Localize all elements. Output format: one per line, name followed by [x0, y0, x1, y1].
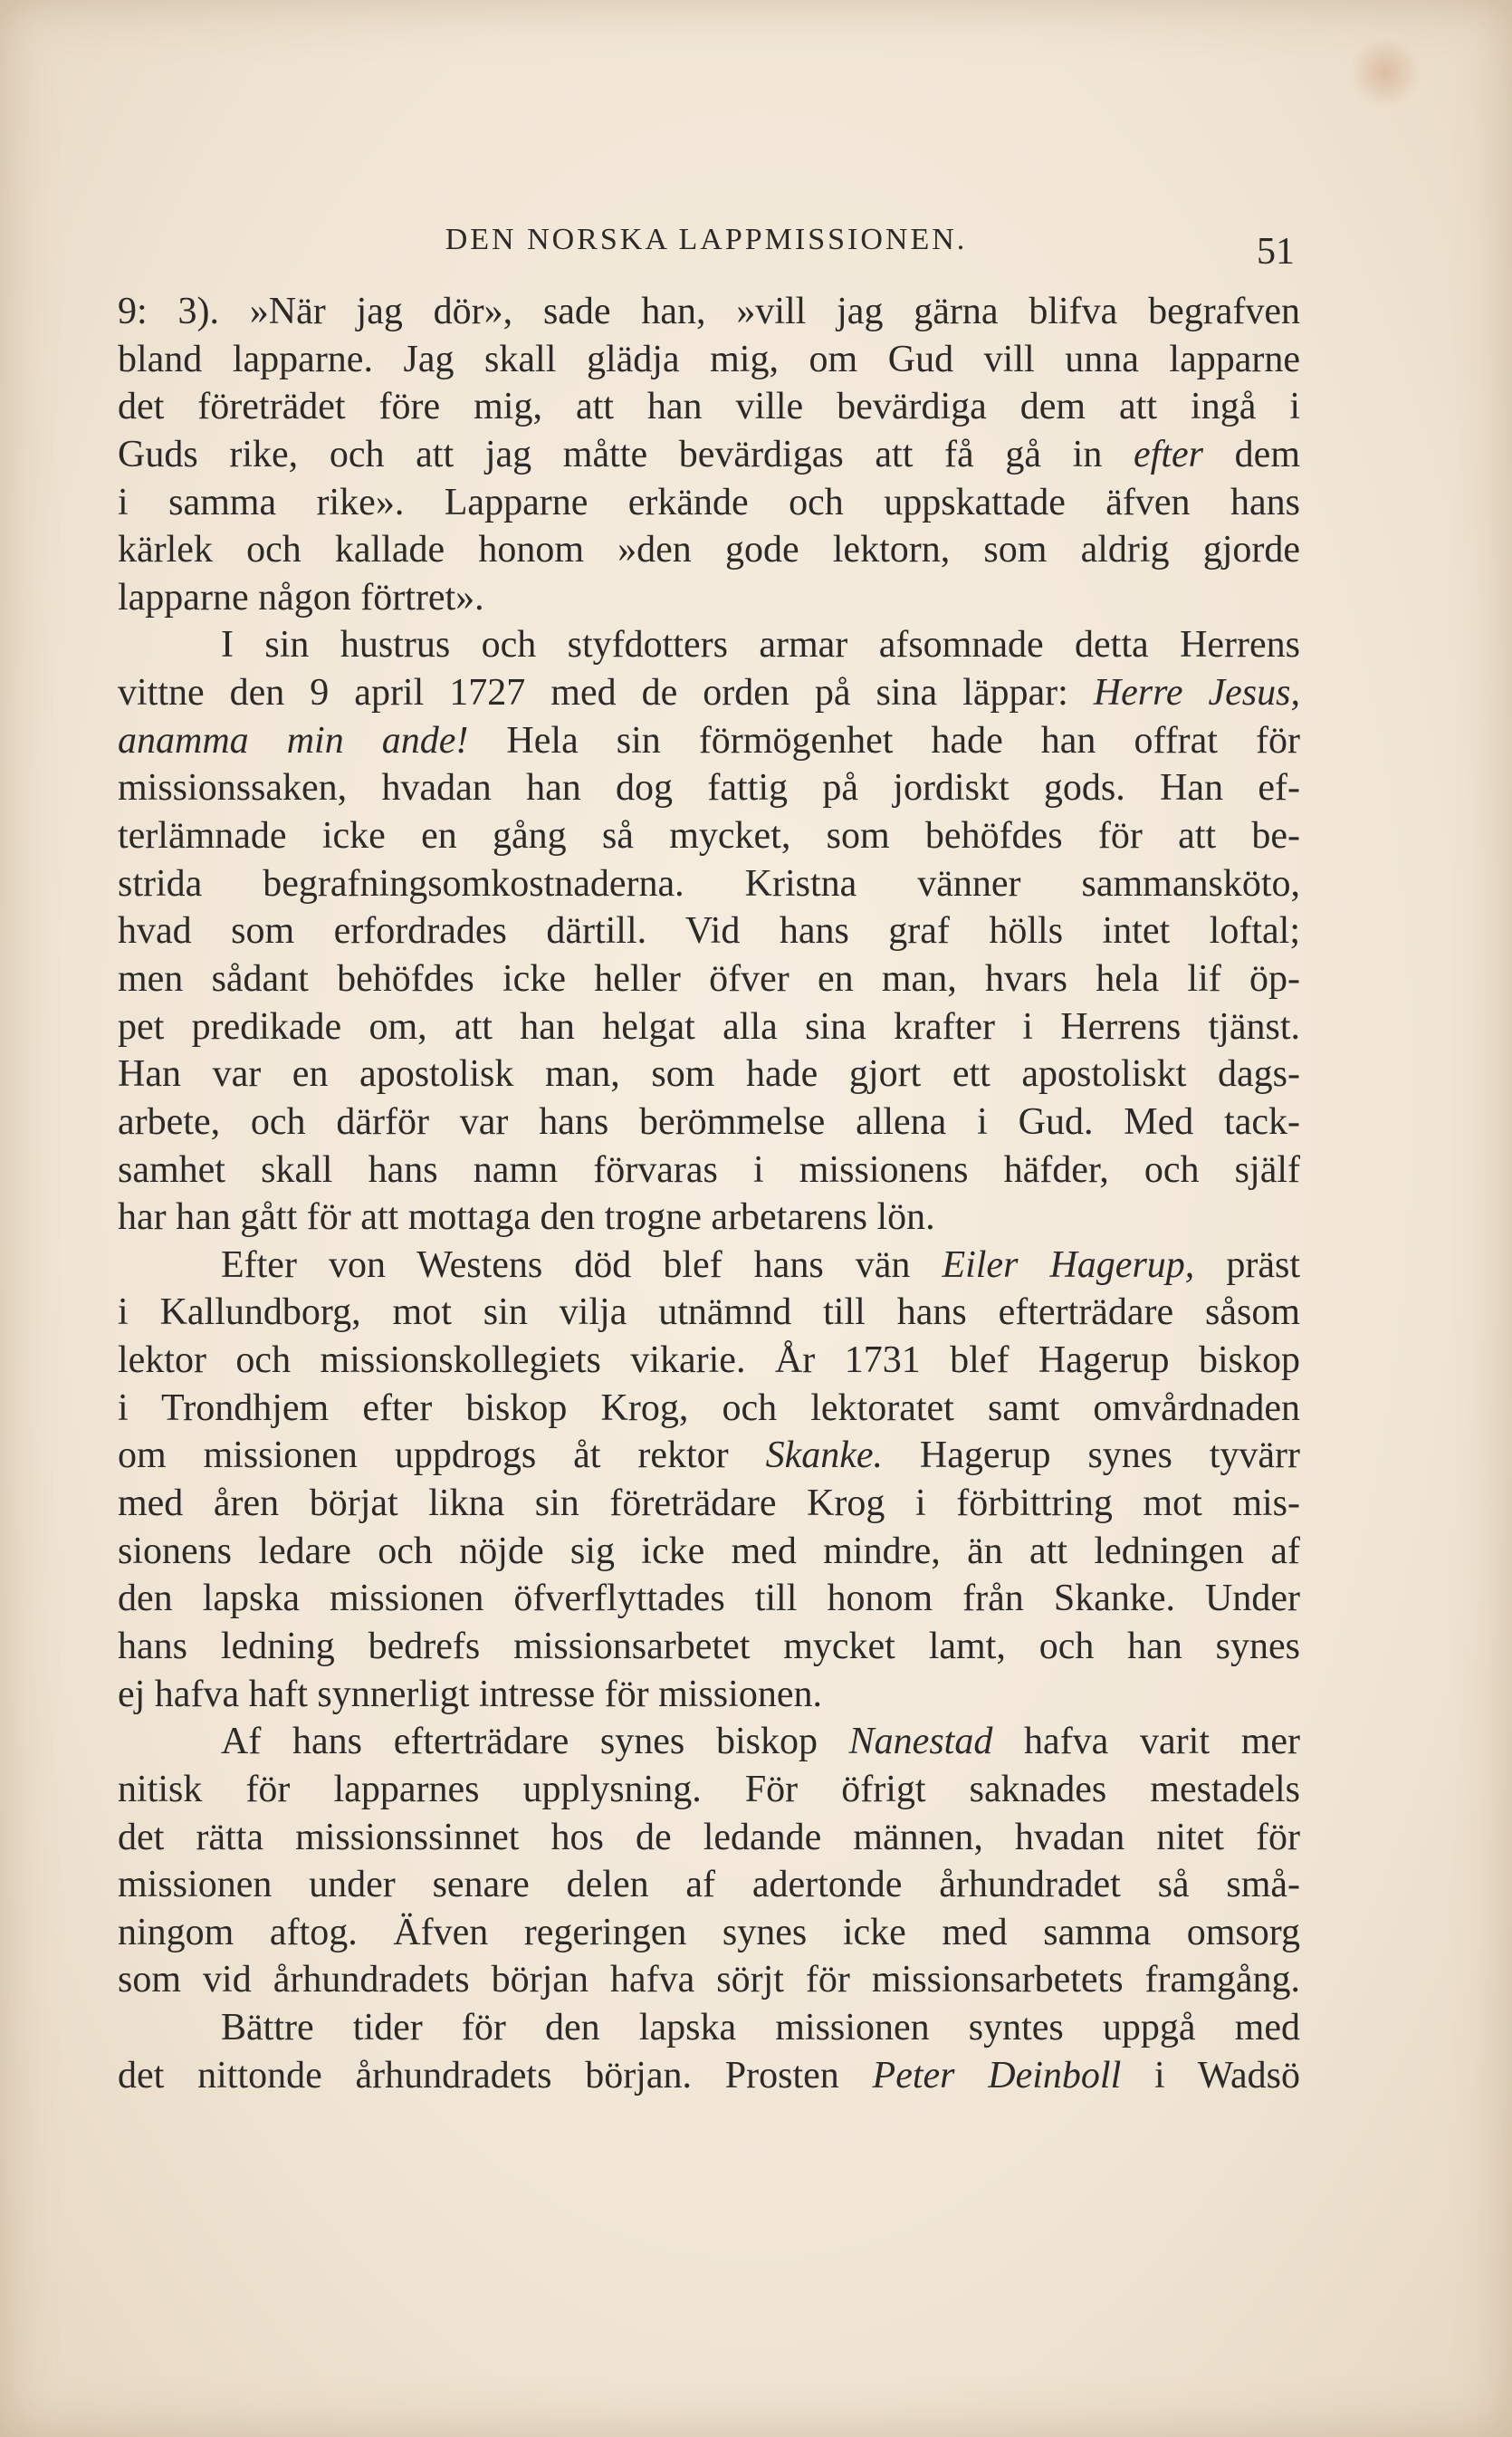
- text-line: [118, 574, 1300, 622]
- text-line: [118, 383, 1300, 431]
- text-line: [118, 1147, 1300, 1195]
- text-line: [118, 1814, 1300, 1862]
- text-segment: Efter von Westens död blef hans vän: [221, 1243, 943, 1286]
- text-segment: Hela sin förmögenhet hade han offrat för: [468, 719, 1300, 762]
- text-line: [118, 1671, 1300, 1719]
- text-line: [118, 526, 1300, 574]
- text-line: [118, 1575, 1300, 1623]
- running-title: DEN NORSKA LAPPMISSIONEN.: [445, 223, 968, 256]
- text-line: [118, 1242, 1300, 1290]
- text-line: [118, 2052, 1300, 2100]
- text-segment: i Kallundborg, mot sin vilja utnämnd till hans efterträdare såsom: [118, 1291, 1300, 1334]
- text-line: [118, 1623, 1300, 1671]
- text-line: [118, 1051, 1300, 1099]
- text-line: [118, 1718, 1300, 1766]
- text-segment: Bättre tider för den lapska missionen syntes uppgå med: [221, 2007, 1300, 2049]
- text-line: [118, 288, 1300, 336]
- text-line: [118, 1528, 1300, 1576]
- text-segment: den lapska missionen öfverflyttades till honom från Skanke. Under: [118, 1578, 1300, 1620]
- text-segment: samhet skall hans namn förvaras i missionens häfder, och själf: [118, 1148, 1300, 1191]
- text-line: [118, 1432, 1300, 1480]
- text-segment: ningom aftog. Äfven regeringen synes icke med samma omsorg: [118, 1911, 1300, 1953]
- text-line: [118, 1289, 1300, 1337]
- text-segment: präst: [1194, 1243, 1300, 1286]
- text-line: [118, 717, 1300, 765]
- text-line: [118, 812, 1300, 860]
- text-segment: vittne den 9 april 1727 med de orden på sina läppar:: [118, 672, 1094, 715]
- italic-text: anamma min ande!: [118, 719, 469, 762]
- text-line: [118, 1766, 1300, 1814]
- text-line: [118, 1385, 1300, 1433]
- text-line: [118, 621, 1300, 669]
- text-segment: Af hans efterträdare synes biskop: [221, 1721, 849, 1763]
- text-segment: nitisk för lapparnes upplysning. För öfrigt saknades mestadels: [118, 1768, 1300, 1810]
- text-segment: pet predikade om, att han helgat alla sina krafter i Herrens tjänst.: [118, 1005, 1300, 1048]
- text-line: [118, 431, 1300, 479]
- text-line: [118, 479, 1300, 527]
- text-segment: I sin hustrus och styfdotters armar afsomnade detta Herrens: [221, 624, 1300, 667]
- text-segment: hans ledning bedrefs missionsarbetet mycket lamt, och han synes: [118, 1625, 1300, 1667]
- text-segment: dem: [1203, 433, 1300, 475]
- text-segment: lektor och missionskollegiets vikarie. År 1731 blef Hagerup biskop: [118, 1339, 1300, 1382]
- text-segment: kärlek och kallade honom »den gode lektorn, som aldrig gjorde: [118, 529, 1300, 571]
- text-segment: i Trondhjem efter biskop Krog, och lektoratet samt omvårdnaden: [118, 1386, 1300, 1429]
- italic-text: Eiler Hagerup,: [942, 1243, 1195, 1286]
- text-line: [118, 336, 1300, 384]
- text-segment: Han var en apostolisk man, som hade gjort ett apostoliskt dags-: [118, 1053, 1300, 1096]
- text-segment: med åren börjat likna sin företrädare Krog i förbittring mot mis-: [118, 1482, 1300, 1525]
- text-segment: ej hafva haft synnerligt intresse för missionen.: [118, 1673, 822, 1715]
- text-segment: det företrädet före mig, att han ville bevärdiga dem att ingå i: [118, 386, 1300, 428]
- text-segment: hvad som erfordrades därtill. Vid hans graf hölls intet loftal;: [118, 910, 1300, 953]
- text-line: [118, 1861, 1300, 1909]
- text-segment: 9: 3). »När jag dör», sade han, »vill jag gärna blifva begrafven: [118, 291, 1300, 332]
- text-segment: terlämnade icke en gång så mycket, som behöfdes för att be-: [118, 815, 1300, 858]
- text-line: [118, 1909, 1300, 1957]
- italic-text: Herre Jesus,: [1093, 672, 1300, 715]
- text-line: [118, 764, 1300, 812]
- text-line: [118, 1480, 1300, 1528]
- page-number: 51: [1257, 231, 1295, 273]
- paper-stain: [1349, 36, 1421, 109]
- text-segment: sionens ledare och nöjde sig icke med mindre, än att ledningen af: [118, 1530, 1300, 1572]
- text-line: [118, 2004, 1300, 2052]
- text-line: [118, 1194, 1300, 1242]
- text-segment: bland lapparne. Jag skall glädja mig, om Gud vill unna lapparne: [118, 338, 1300, 380]
- text-segment: det nittonde århundradets början. Prosten: [118, 2054, 873, 2096]
- text-segment: strida begrafningsomkostnaderna. Kristna vänner sammansköto,: [118, 862, 1300, 905]
- text-segment: om missionen uppdrogs åt rektor: [118, 1434, 766, 1477]
- text-line: [118, 669, 1300, 717]
- text-segment: i samma rike». Lapparne erkände och uppskattade äfven hans: [118, 481, 1300, 523]
- text-line: [118, 1956, 1300, 2004]
- text-segment: Hagerup synes tyvärr: [883, 1434, 1300, 1477]
- text-segment: missionssaken, hvadan han dog fattig på jordiskt gods. Han ef-: [118, 767, 1300, 810]
- text-segment: hafva varit mer: [992, 1721, 1300, 1763]
- italic-text: Nanestad: [848, 1721, 993, 1763]
- text-segment: missionen under senare delen af adertonde århundradet så små-: [118, 1864, 1300, 1906]
- text-segment: det rätta missionssinnet hos de ledande männen, hvadan nitet för: [118, 1816, 1300, 1858]
- italic-text: Peter Deinboll: [872, 2054, 1122, 2096]
- text-segment: lapparne någon förtret».: [118, 576, 484, 619]
- body-text: [118, 288, 1300, 2099]
- text-line: [118, 955, 1300, 1003]
- text-segment: arbete, och därför var hans berömmelse allena i Gud. Med tack-: [118, 1100, 1300, 1143]
- text-line: [118, 860, 1300, 908]
- text-line: [118, 1337, 1300, 1385]
- text-line: [118, 1099, 1300, 1147]
- text-segment: Guds rike, och att jag måtte bevärdigas att få gå in: [118, 433, 1134, 475]
- text-line: [118, 1003, 1300, 1051]
- text-segment: har han gått för att mottaga den trogne arbetarens lön.: [118, 1196, 935, 1239]
- text-segment: i Wadsö: [1121, 2054, 1300, 2096]
- text-segment: men sådant behöfdes icke heller öfver en man, hvars hela lif öp-: [118, 957, 1300, 1000]
- italic-text: Skanke.: [765, 1434, 883, 1477]
- page-header: [118, 217, 1295, 272]
- text-segment: som vid århundradets början hafva sörjt för missionsarbetets framgång.: [118, 1959, 1300, 2001]
- italic-text: efter: [1134, 433, 1203, 475]
- text-line: [118, 907, 1300, 955]
